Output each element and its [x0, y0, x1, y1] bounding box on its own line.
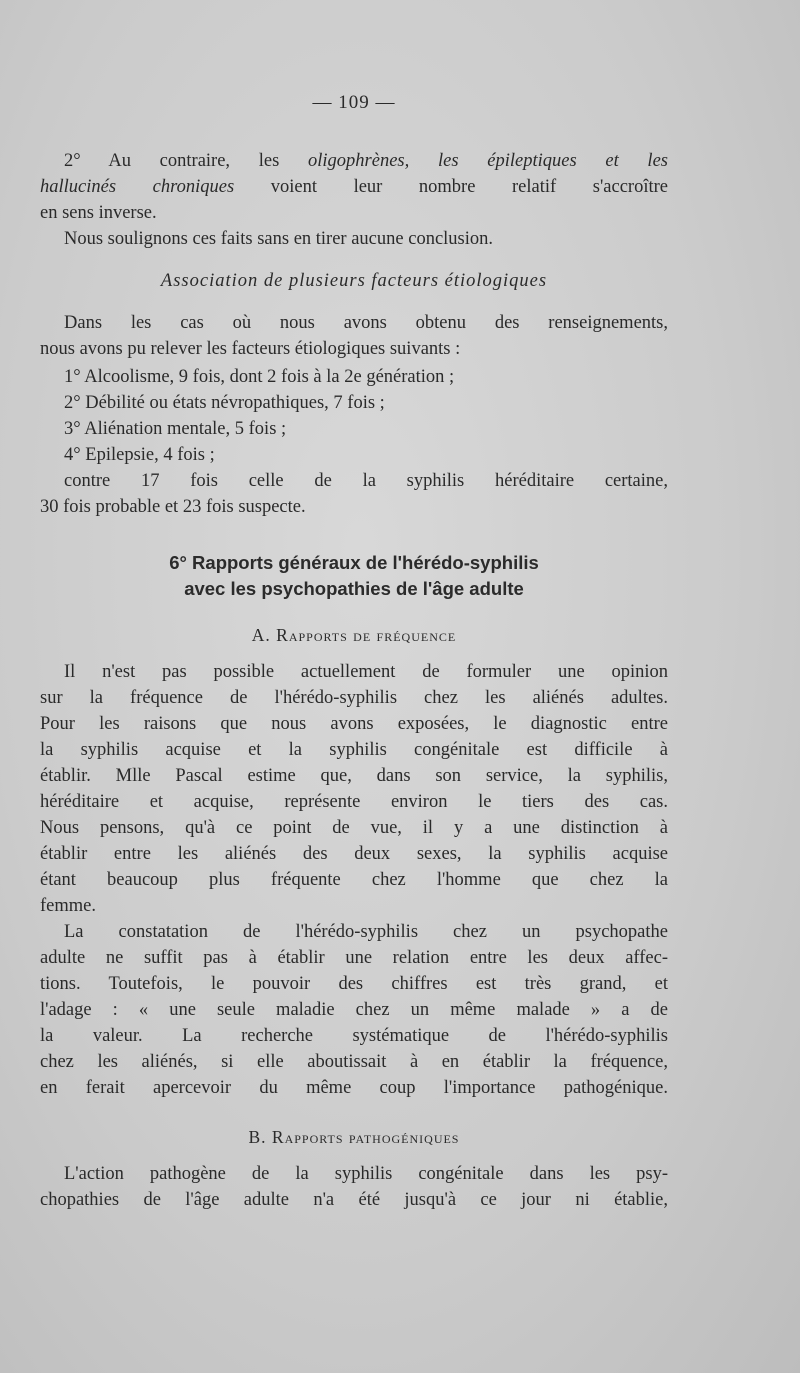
text-line: Pour les raisons que nous avons exposées, le diagnostic entre [40, 714, 668, 734]
subheading-pathogeniques: B. Rapports pathogéniques [248, 1127, 460, 1147]
text-line: chopathies de l'âge adulte n'a été jusqu'à ce jour ni établie, [40, 1190, 668, 1210]
italic-fragment: hallucinés chroniques [40, 177, 235, 197]
section-title-line: 6° Rapports généraux de l'hérédo-syphilis [169, 552, 539, 573]
text-line: La constatation de l'hérédo-syphilis chez un psychopathe [64, 922, 668, 942]
text-line: héréditaire et acquise, représente environ le tiers des cas. [40, 792, 668, 812]
text-line: Nous pensons, qu'à ce point de vue, il y a une distinction à [40, 818, 668, 838]
paragraph-constatation [40, 919, 668, 1101]
text-line: 30 fois probable et 23 fois suspecte. [40, 497, 306, 517]
paragraph-renseignements [40, 310, 668, 362]
text-line: L'action pathogène de la syphilis congénitale dans les psy- [64, 1164, 668, 1184]
page-number: — 109 — [312, 92, 396, 113]
text-fragment: 2° Au contraire, les [64, 151, 309, 171]
section-title-line: avec les psychopathies de l'âge adulte [184, 578, 524, 599]
text-line: établir. Mlle Pascal estime que, dans son service, la syphilis, [40, 766, 668, 786]
list-item: 4° Epilepsie, 4 fois ; [64, 445, 215, 465]
heading-association: Association de plusieurs facteurs étiologiques [160, 271, 548, 291]
section-title [40, 550, 668, 602]
text-line: nous avons pu relever les facteurs étiologiques suivants : [40, 339, 461, 359]
text-line [40, 174, 668, 200]
etiology-list [40, 364, 668, 468]
paragraph-pathogene [40, 1161, 668, 1213]
text-line: la syphilis acquise et la syphilis congénitale est difficile à [40, 740, 668, 760]
text-line: étant beaucoup plus fréquente chez l'homme que chez la [40, 870, 668, 890]
paragraph-frequence [40, 659, 668, 919]
text-line: femme. [40, 896, 96, 916]
list-item: 1° Alcoolisme, 9 fois, dont 2 fois à la 2e génération ; [64, 367, 455, 387]
paragraph-oligophrenes [40, 148, 668, 226]
text-line: contre 17 fois celle de la syphilis héréditaire certaine, [64, 471, 668, 491]
subheading-frequence: A. Rapports de fréquence [251, 625, 457, 645]
text-line: tions. Toutefois, le pouvoir des chiffres est très grand, et [40, 974, 668, 994]
text-line [40, 148, 668, 174]
text-line: adulte ne suffit pas à établir une relation entre les deux affec- [40, 948, 668, 968]
text-line: Il n'est pas possible actuellement de formuler une opinion [64, 662, 668, 682]
paragraph-syphilis-counts [40, 468, 668, 520]
list-item: 3° Aliénation mentale, 5 fois ; [64, 419, 287, 439]
text-line: en ferait apercevoir du même coup l'importance pathogénique. [40, 1078, 668, 1098]
text-line: chez les aliénés, si elle aboutissait à en établir la fréquence, [40, 1052, 668, 1072]
text-line: la valeur. La recherche systématique de l'hérédo-syphilis [40, 1026, 668, 1046]
text-line: en sens inverse. [40, 203, 157, 223]
italic-fragment: oligophrènes, les épileptiques et les [308, 151, 668, 171]
text-line: établir entre les aliénés des deux sexes, la syphilis acquise [40, 844, 668, 864]
text-line: l'adage : « une seule maladie chez un même malade » a de [40, 1000, 668, 1020]
list-item: 2° Débilité ou états névropathiques, 7 fois ; [64, 393, 385, 413]
paragraph-conclusion [40, 226, 668, 252]
text-line: sur la fréquence de l'hérédo-syphilis chez les aliénés adultes. [40, 688, 668, 708]
text-line: Nous soulignons ces faits sans en tirer aucune conclusion. [64, 229, 494, 249]
text-fragment: voient leur nombre relatif s'accroître [234, 177, 668, 197]
text-line: Dans les cas où nous avons obtenu des renseignements, [64, 313, 668, 333]
